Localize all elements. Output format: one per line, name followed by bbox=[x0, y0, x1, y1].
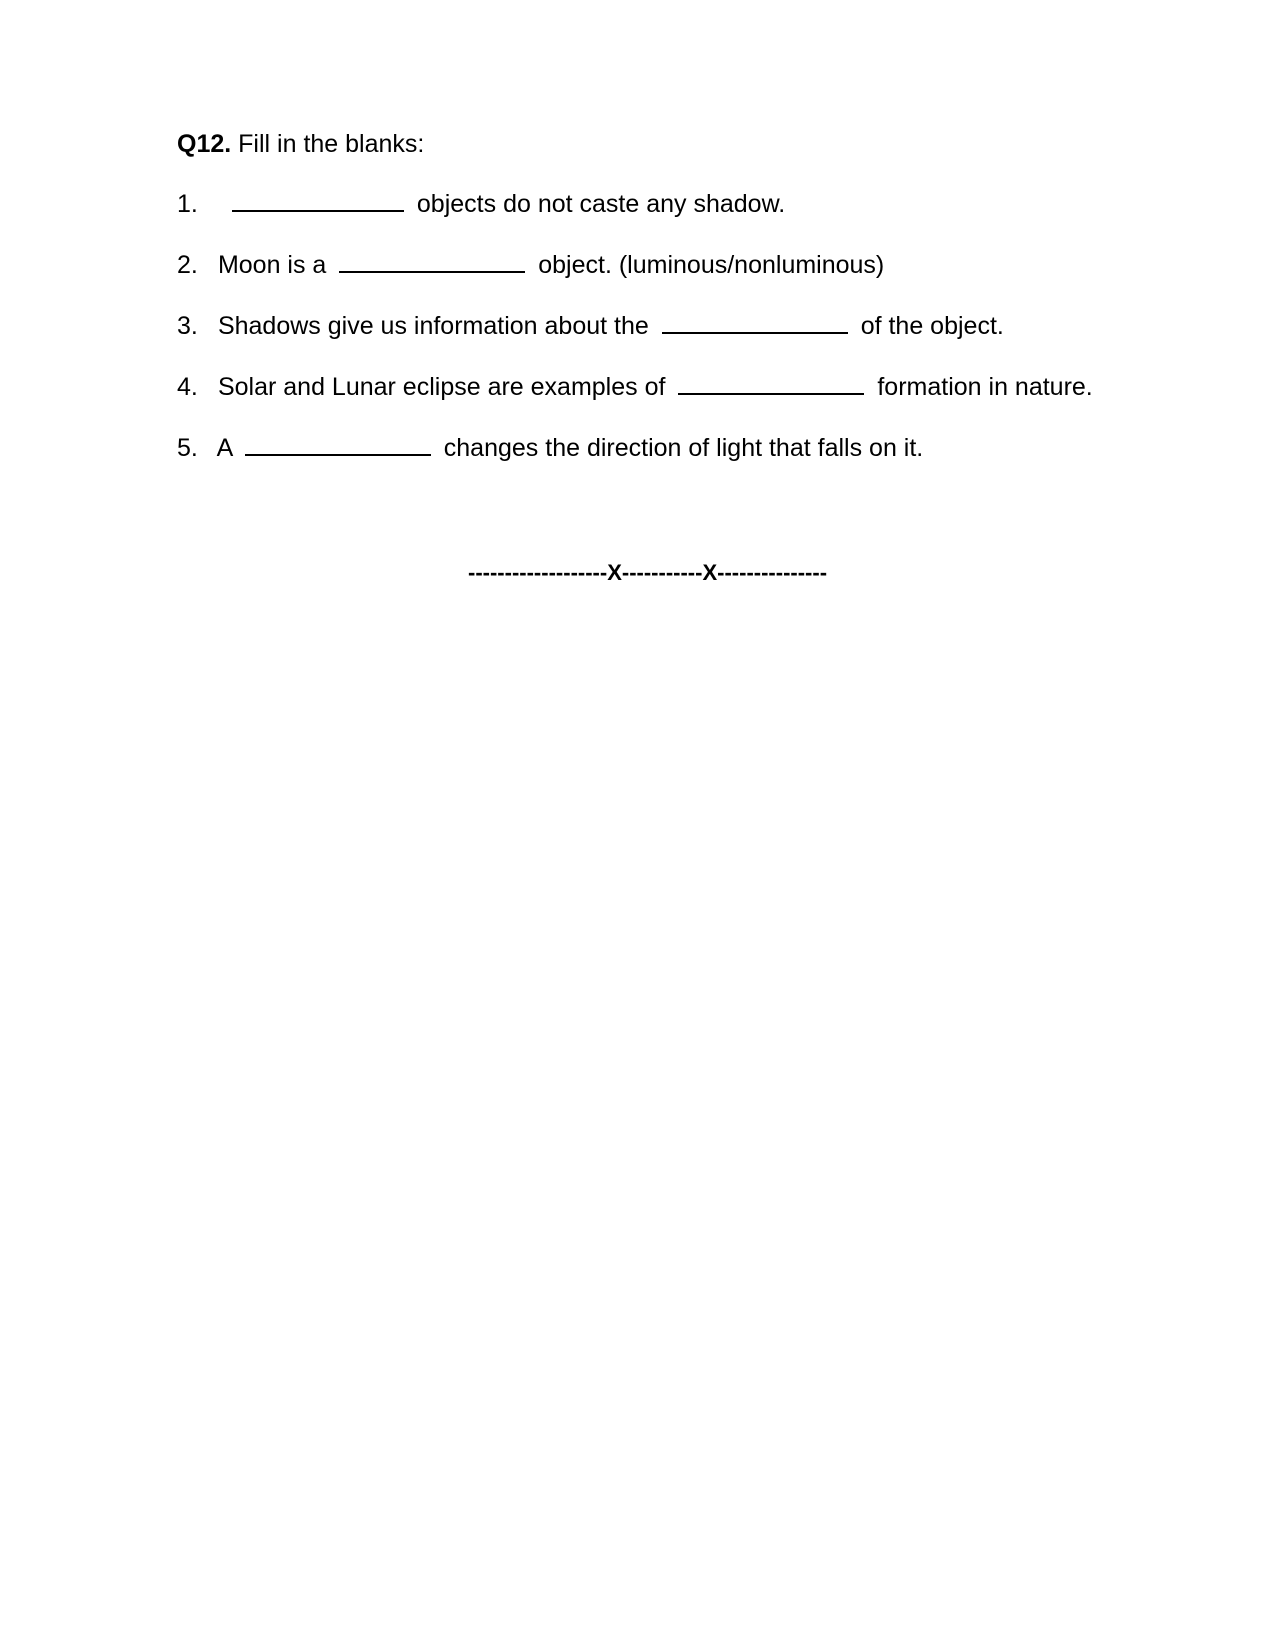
question-instruction: Fill in the blanks: bbox=[238, 130, 425, 158]
question-heading bbox=[177, 128, 424, 160]
item-text-after: changes the direction of light that falls on it. bbox=[443, 434, 924, 462]
item-number: 2. bbox=[177, 251, 198, 279]
answer-blank[interactable] bbox=[678, 371, 864, 395]
item-number: 3. bbox=[177, 312, 198, 340]
answer-blank[interactable] bbox=[232, 188, 404, 212]
item-text-before: Moon is a bbox=[217, 251, 327, 279]
answer-blank[interactable] bbox=[245, 432, 431, 456]
list-item bbox=[177, 188, 785, 220]
item-text-after: objects do not caste any shadow. bbox=[416, 190, 786, 218]
list-item bbox=[177, 432, 923, 464]
item-number: 1. bbox=[177, 190, 198, 218]
end-of-paper-divider: -------------------X-----------X--------------- bbox=[468, 560, 828, 585]
item-text-after: object. (luminous/nonluminous) bbox=[538, 251, 885, 279]
answer-blank[interactable] bbox=[662, 310, 848, 334]
item-text-after: formation in nature. bbox=[877, 373, 1093, 401]
list-item bbox=[177, 310, 1004, 342]
answer-blank[interactable] bbox=[339, 249, 525, 273]
item-text-before: Shadows give us information about the bbox=[217, 312, 649, 340]
item-text-after: of the object. bbox=[860, 312, 1004, 340]
question-number: Q12. bbox=[177, 130, 232, 158]
item-number: 5. bbox=[177, 434, 198, 462]
list-item bbox=[177, 371, 1093, 403]
item-text-before: Solar and Lunar eclipse are examples of bbox=[217, 373, 666, 401]
list-item bbox=[177, 249, 884, 281]
item-text-before: A bbox=[216, 434, 232, 462]
item-number: 4. bbox=[177, 373, 198, 401]
